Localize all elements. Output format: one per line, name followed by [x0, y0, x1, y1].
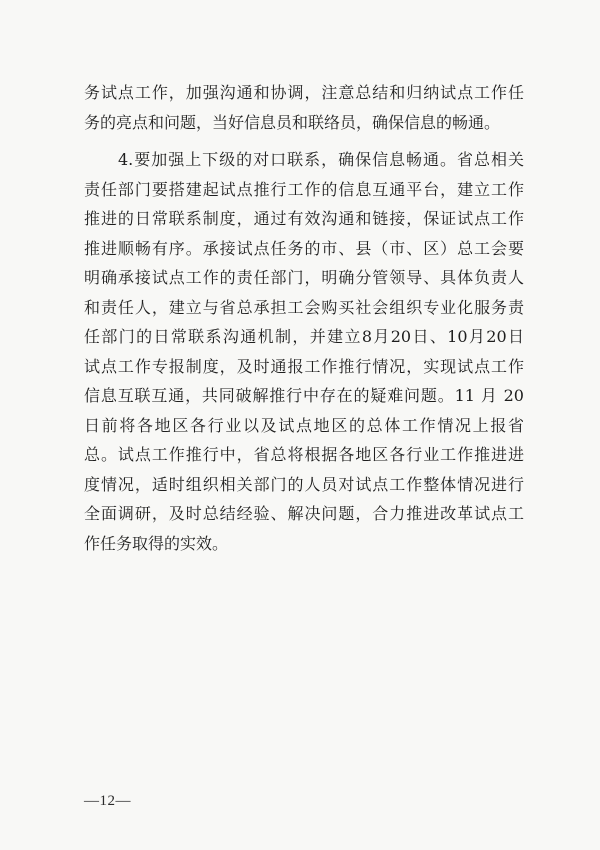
paragraph-2-line: 责任部门要搭建起试点推行工作的信息互通平台，建立工作 — [84, 179, 524, 199]
paragraph-2-line: 信息互联互通，共同破解推行中存在的疑难问题。11 月 20 — [84, 386, 524, 405]
paragraph-2-line: 总。试点工作推行中，省总将根据各地区各行业工作推进进 — [84, 445, 524, 464]
paragraph-2-line: 全面调研，及时总结经验、解决问题，合力推进改革试点工 — [84, 504, 524, 523]
paragraph-1-line: 务的亮点和问题，当好信息员和联络员，确保信息的畅通。 — [84, 112, 501, 132]
paragraph-spacing — [84, 137, 524, 145]
paragraph-2-line: 推进的日常联系制度，通过有效沟通和链接，保证试点工作 — [84, 209, 524, 228]
paragraph-1-line: 务试点工作，加强沟通和协调，注意总结和归纳试点工作任 — [84, 83, 524, 102]
paragraph-2-line: 作任务取得的实效。 — [84, 533, 229, 553]
paragraph-2-line: 试点工作专报制度，及时通报工作推行情况，实现试点工作 — [84, 356, 524, 376]
paragraph-2-line: 度情况，适时组织相关部门的人员对试点工作整体情况进行 — [84, 474, 524, 494]
paragraph-2-line: 4.要加强上下级的对口联系，确保信息畅通。省总相关 — [84, 150, 524, 169]
paragraph-2-line: 推进顺畅有序。承接试点任务的市、县（市、区）总工会要 — [84, 238, 524, 258]
paragraph-2-line: 明确承接试点工作的责任部门，明确分管领导、具体负责人 — [84, 268, 524, 287]
paragraph-2-line: 日前将各地区各行业以及试点地区的总体工作情况上报省 — [84, 415, 524, 435]
paragraph-2-line: 任部门的日常联系沟通机制，并建立8月20日、10月20日 — [84, 327, 524, 346]
page-number: —12— — [84, 793, 131, 809]
paragraph-2-line: 和责任人，建立与省总承担工会购买社会组织专业化服务责 — [84, 297, 524, 317]
body-text — [84, 78, 524, 558]
